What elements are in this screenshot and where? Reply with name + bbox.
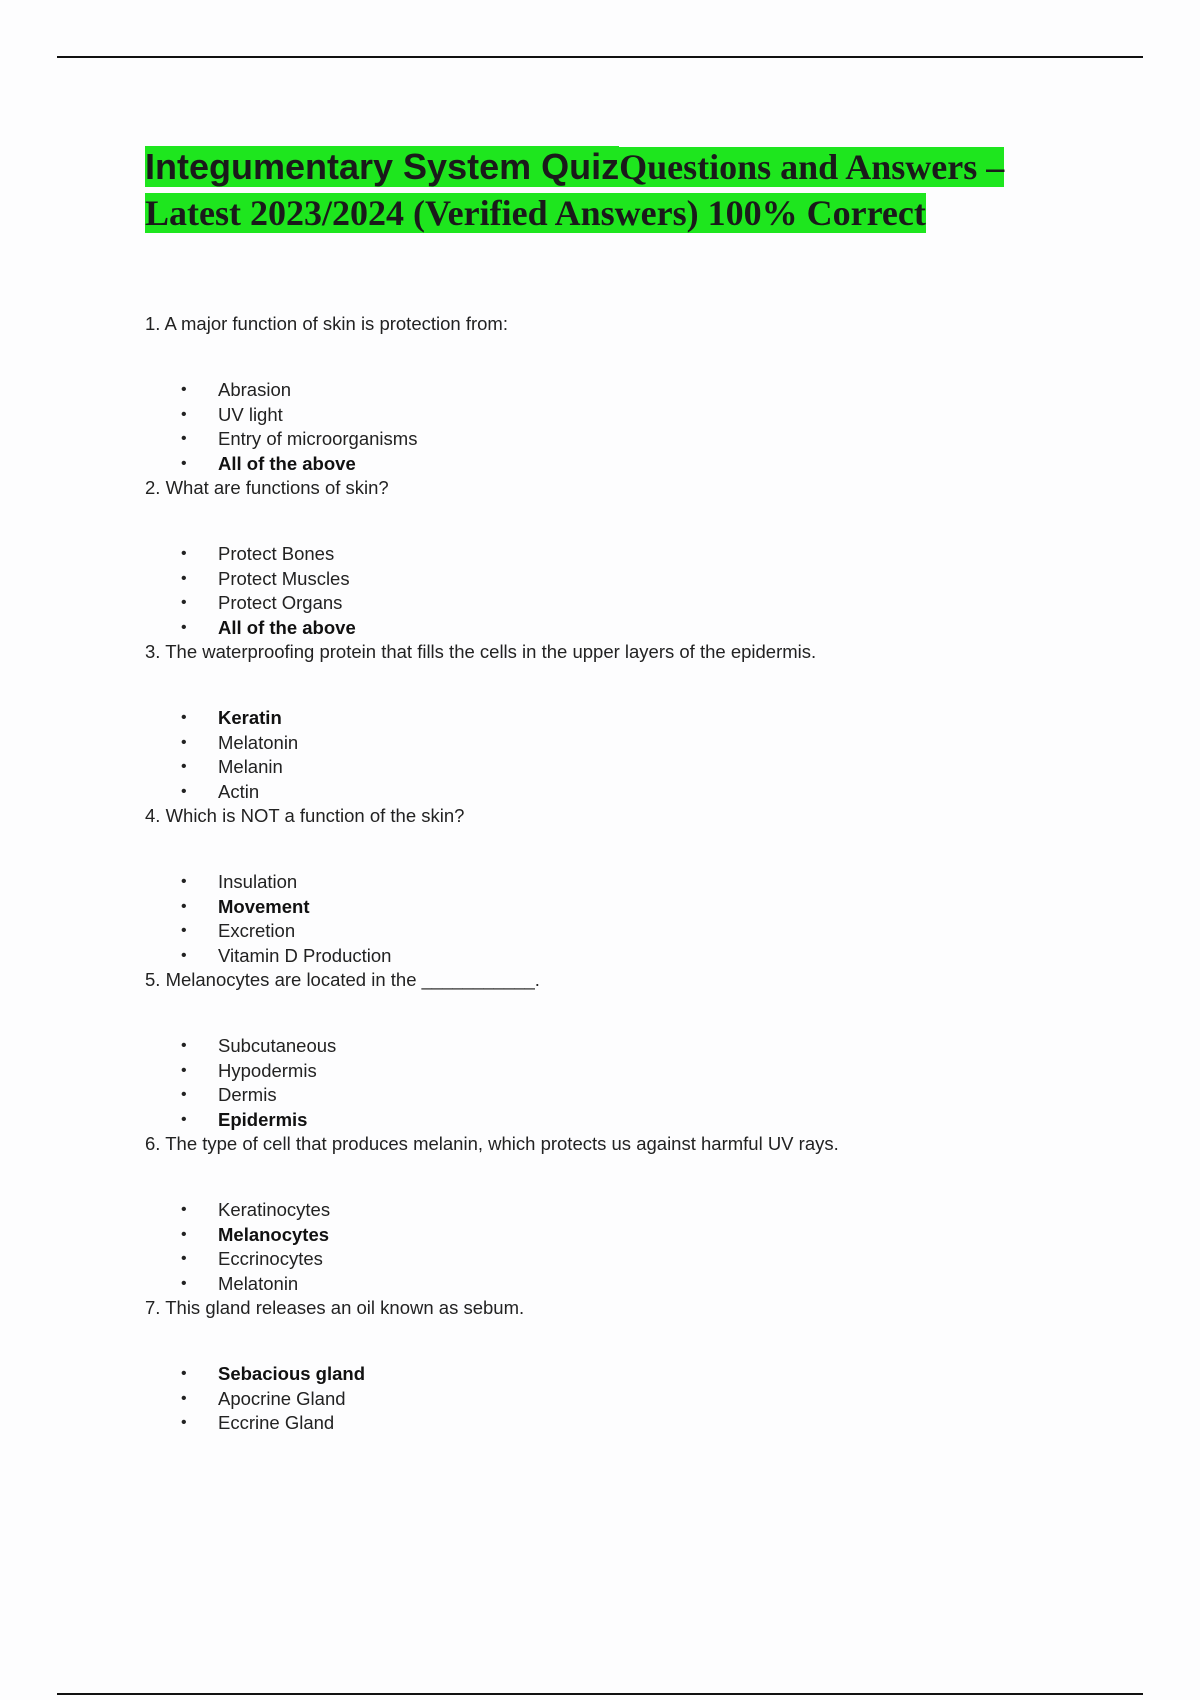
answer-options xyxy=(145,706,1145,804)
option-label: Keratinocytes xyxy=(218,1199,331,1220)
option-label: Protect Bones xyxy=(218,543,335,564)
option-label: Sebacious gland xyxy=(218,1363,366,1384)
question-5 xyxy=(145,968,1145,1132)
bottom-rule xyxy=(57,1693,1143,1695)
answer-option xyxy=(145,403,1145,428)
bullet-icon: • xyxy=(181,873,187,890)
option-label: UV light xyxy=(218,403,283,425)
bullet-icon: • xyxy=(181,454,187,472)
correct-answer-option xyxy=(145,706,1145,731)
bullet-icon: • xyxy=(181,922,187,939)
question-2 xyxy=(145,476,1145,640)
bullet-icon: • xyxy=(181,1061,187,1079)
answer-option xyxy=(145,427,1145,452)
bullet-icon: • xyxy=(181,1250,187,1267)
correct-answer-option xyxy=(145,895,1145,920)
correct-answer-option xyxy=(145,1362,1145,1387)
question-text: 5. Melanocytes are located in the ___________. xyxy=(145,969,540,990)
question-text: 7. This gland releases an oil known as sebum. xyxy=(145,1297,525,1318)
question-7 xyxy=(145,1296,1145,1436)
bullet-icon: • xyxy=(181,1086,187,1103)
option-label: Entry of microorganisms xyxy=(218,428,418,449)
correct-answer-option xyxy=(145,1223,1145,1248)
bullet-icon: • xyxy=(181,1365,187,1382)
option-label: Vitamin D Production xyxy=(218,944,392,966)
answer-option xyxy=(145,944,1145,969)
bullet-icon: • xyxy=(181,1225,187,1243)
option-label: Actin xyxy=(218,780,260,802)
option-label: Apocrine Gland xyxy=(218,1387,346,1409)
option-label: Eccrinocytes xyxy=(218,1248,323,1269)
option-label: Melanin xyxy=(218,756,283,777)
bullet-icon: • xyxy=(181,709,187,726)
answer-option xyxy=(145,870,1145,895)
bullet-icon: • xyxy=(181,618,187,636)
bullet-icon: • xyxy=(181,1110,187,1128)
option-label: All of the above xyxy=(218,452,356,474)
bullet-icon: • xyxy=(181,545,187,562)
answer-option xyxy=(145,731,1145,756)
answer-option xyxy=(145,755,1145,780)
option-label: Hypodermis xyxy=(218,1059,317,1081)
answer-options xyxy=(145,1198,1145,1296)
question-4 xyxy=(145,804,1145,968)
question-1 xyxy=(145,312,1145,476)
answer-options xyxy=(145,542,1145,640)
bullet-icon: • xyxy=(181,1274,187,1292)
answer-option xyxy=(145,1034,1145,1059)
option-label: Subcutaneous xyxy=(218,1035,337,1056)
quiz-list xyxy=(145,312,1145,1436)
answer-option xyxy=(145,542,1145,567)
answer-options xyxy=(145,1034,1145,1132)
correct-answer-option xyxy=(145,1108,1145,1133)
document-title xyxy=(145,144,1065,236)
option-label: Keratin xyxy=(218,707,282,728)
option-label: Melanocytes xyxy=(218,1223,330,1245)
question-text: 4. Which is NOT a function of the skin? xyxy=(145,805,465,826)
answer-option xyxy=(145,1247,1145,1272)
bullet-icon: • xyxy=(181,594,187,611)
answer-option xyxy=(145,1272,1145,1297)
answer-option xyxy=(145,1198,1145,1223)
option-label: Epidermis xyxy=(218,1108,308,1130)
question-3 xyxy=(145,640,1145,804)
option-label: All of the above xyxy=(218,616,356,638)
bullet-icon: • xyxy=(181,1037,187,1054)
answer-option xyxy=(145,780,1145,805)
answer-option xyxy=(145,1059,1145,1084)
option-label: Insulation xyxy=(218,871,298,892)
bullet-icon: • xyxy=(181,897,187,915)
bullet-icon: • xyxy=(181,782,187,800)
bullet-icon: • xyxy=(181,569,187,587)
answer-option xyxy=(145,1387,1145,1412)
question-text: 6. The type of cell that produces melanin, which protects us against harmful UV rays. xyxy=(145,1133,839,1154)
option-label: Movement xyxy=(218,895,310,917)
answer-option xyxy=(145,567,1145,592)
answer-options xyxy=(145,870,1145,968)
answer-option xyxy=(145,1411,1145,1436)
bullet-icon: • xyxy=(181,430,187,447)
option-label: Abrasion xyxy=(218,379,292,400)
bullet-icon: • xyxy=(181,405,187,423)
question-6 xyxy=(145,1132,1145,1296)
bullet-icon: • xyxy=(181,758,187,775)
question-text: 3. The waterproofing protein that fills the cells in the upper layers of the epidermis. xyxy=(145,641,817,662)
bullet-icon: • xyxy=(181,1201,187,1218)
question-text: 2. What are functions of skin? xyxy=(145,477,389,498)
top-rule xyxy=(57,56,1143,58)
bullet-icon: • xyxy=(181,733,187,751)
question-text: 1. A major function of skin is protection from: xyxy=(145,313,508,334)
answer-option xyxy=(145,591,1145,616)
bullet-icon: • xyxy=(181,946,187,964)
option-label: Excretion xyxy=(218,920,296,941)
correct-answer-option xyxy=(145,616,1145,641)
option-label: Protect Organs xyxy=(218,592,343,613)
bullet-icon: • xyxy=(181,381,187,398)
option-label: Eccrine Gland xyxy=(218,1412,335,1433)
bullet-icon: • xyxy=(181,1414,187,1431)
answer-option xyxy=(145,378,1145,403)
title-highlight-sans: Integumentary System Quiz xyxy=(145,146,620,187)
answer-option xyxy=(145,1083,1145,1108)
option-label: Melatonin xyxy=(218,1272,299,1294)
title-highlight-serif: Questions and Answers – Latest 2023/2024 (Verified Answers) 100% Correct xyxy=(145,147,1005,233)
option-label: Melatonin xyxy=(218,731,299,753)
answer-options xyxy=(145,1362,1145,1436)
answer-options xyxy=(145,378,1145,476)
correct-answer-option xyxy=(145,452,1145,477)
option-label: Protect Muscles xyxy=(218,567,350,589)
bullet-icon: • xyxy=(181,1389,187,1407)
answer-option xyxy=(145,919,1145,944)
option-label: Dermis xyxy=(218,1084,277,1105)
